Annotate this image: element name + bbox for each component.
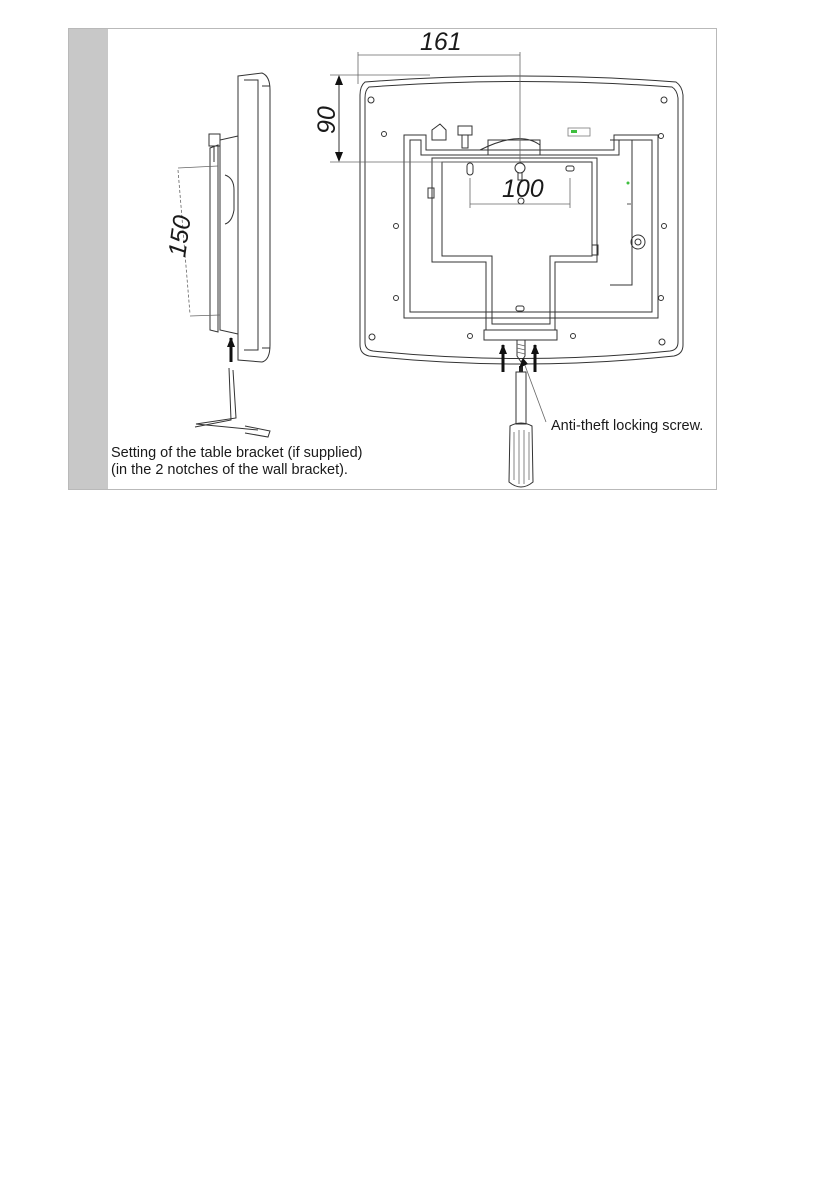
dimension-100 bbox=[470, 175, 570, 208]
caption-anti-theft-screw: Anti-theft locking screw. bbox=[551, 418, 704, 434]
dimension-90 bbox=[313, 75, 520, 162]
status-led-green bbox=[571, 130, 577, 133]
screwdriver bbox=[509, 366, 533, 487]
dim-100-label: 100 bbox=[502, 175, 544, 203]
dim-161-label: 161 bbox=[420, 28, 462, 56]
caption-table-bracket-line1: Setting of the table bracket (if supplied) bbox=[111, 445, 363, 461]
dim-90-label: 90 bbox=[313, 106, 341, 134]
caption-table-bracket-line2: (in the 2 notches of the wall bracket). bbox=[111, 462, 348, 478]
dimension-150 bbox=[163, 166, 220, 316]
dimension-161 bbox=[358, 28, 520, 162]
screw-holes bbox=[368, 97, 667, 345]
side-view bbox=[163, 73, 270, 437]
dim-150-label: 150 bbox=[163, 213, 197, 259]
